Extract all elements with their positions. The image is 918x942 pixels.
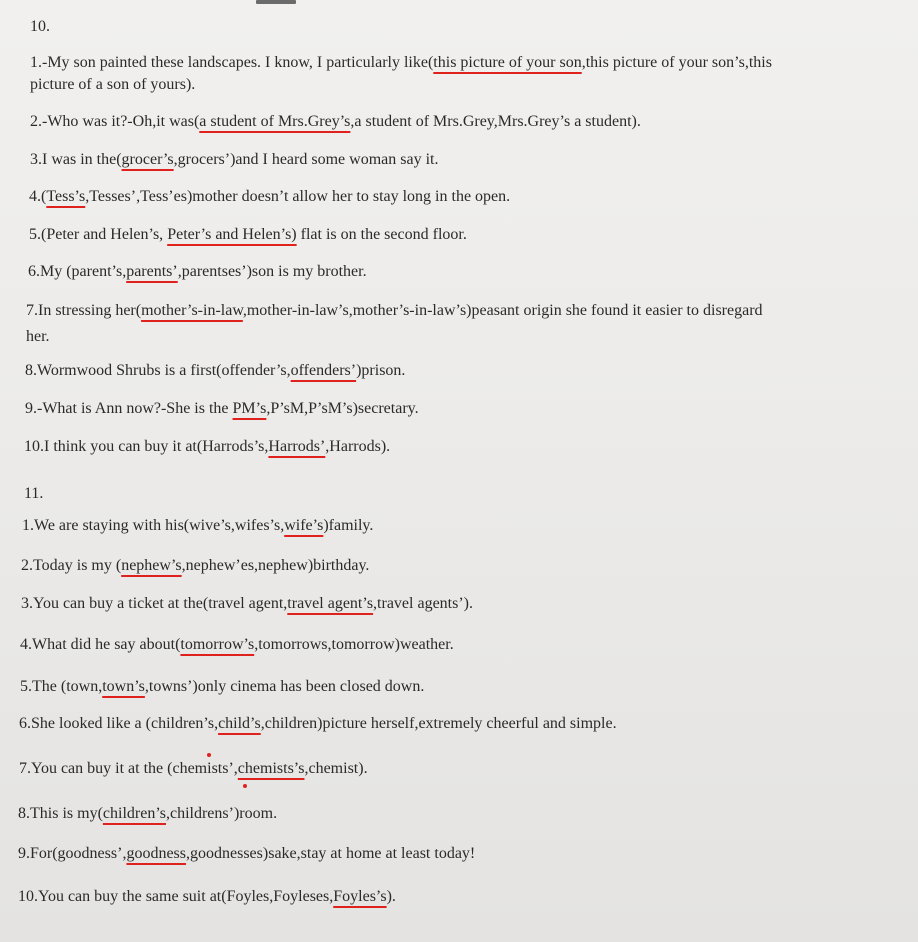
item-text: ,parentses’)son is my brother. [177, 263, 367, 280]
item-text: ,a student of Mrs.Grey,Mrs.Grey’s a student). [350, 113, 641, 130]
exercise-item [30, 111, 641, 133]
exercise-item [18, 803, 277, 825]
item-text: ,chemist). [304, 760, 368, 777]
underlined-answer: grocer’s [121, 151, 174, 168]
exercise-item [19, 713, 617, 735]
item-text: ,grocers’)and I heard some woman say it. [173, 151, 439, 168]
underlined-answer: parents’ [126, 263, 178, 280]
exercise-item [30, 149, 438, 171]
item-text: 5.The (town, [20, 678, 103, 695]
item-text: ,children)picture herself,extremely cheerful and simple. [260, 715, 617, 732]
pen-dot-mark [207, 753, 211, 757]
item-text: flat is on the second floor. [296, 226, 467, 243]
exercise-item [21, 593, 473, 615]
underlined-answer: this picture of your son [433, 54, 582, 71]
item-text: 1.-My son painted these landscapes. I know, I particularly like( [30, 54, 434, 71]
exercise-item [19, 758, 368, 780]
exercise-item [18, 843, 475, 865]
underlined-answer: travel agent’s [287, 595, 374, 612]
item-text: 6.She looked like a (children’s, [19, 715, 219, 732]
underlined-answer: children’s [102, 805, 166, 822]
item-text: ,mother-in-law’s,mother’s-in-law’s)peasant origin she found it easier to disregard [242, 302, 763, 319]
item-text: 7.In stressing her( [26, 302, 142, 319]
item-text: ,tomorrows,tomorrow)weather. [254, 636, 454, 653]
exercise-item [20, 676, 424, 698]
item-text: 8.Wormwood Shrubs is a first(offender’s, [25, 362, 291, 379]
item-text: 10.I think you can buy it at(Harrods’s, [24, 438, 269, 455]
underlined-answer: Tess’s [46, 188, 86, 205]
item-text: 6.My (parent’s, [28, 263, 127, 280]
item-text: 2.Today is my ( [21, 557, 122, 574]
item-text: )family. [323, 517, 374, 534]
underlined-answer: child’s [218, 715, 261, 732]
underlined-answer: nephew’s [121, 557, 182, 574]
top-edge-mark [256, 0, 296, 4]
exercise-item [22, 515, 373, 537]
item-text: 8.This is my( [18, 805, 103, 822]
item-text: 9.For(goodness’, [18, 845, 127, 862]
item-text: ,goodnesses)sake,stay at home at least today! [186, 845, 476, 862]
section-number: 10. [30, 18, 50, 35]
item-text: 9.-What is Ann now?-She is the [25, 400, 233, 417]
item-text: ,towns’)only cinema has been closed down. [144, 678, 425, 695]
underlined-answer: town’s [102, 678, 145, 695]
underlined-answer: Foyles’s [333, 888, 387, 905]
item-text: 10.You can buy the same suit at(Foyles,Foyleses, [18, 888, 334, 905]
underlined-answer: Peter’s and Helen’s) [167, 226, 297, 243]
item-text: 7.You can buy it at the (chemists’, [19, 760, 238, 777]
item-text: ,Tesses’,Tess’es)mother doesn’t allow her to stay long in the open. [85, 188, 511, 205]
item-text: 3.You can buy a ticket at the(travel agent, [21, 595, 288, 612]
exercise-item [18, 886, 396, 908]
item-text: 2.-Who was it?-Oh,it was( [30, 113, 200, 130]
underlined-answer: goodness [126, 845, 186, 862]
exercise-item [26, 300, 763, 322]
exercise-item [25, 360, 405, 382]
exercise-item [25, 398, 419, 420]
item-text: 4.What did he say about( [20, 636, 181, 653]
underlined-answer: PM’s [232, 400, 267, 417]
item-text: 3.I was in the( [30, 151, 122, 168]
exercise-item-continuation: her. [26, 328, 50, 345]
underlined-answer: wife’s [284, 517, 324, 534]
exercise-item [21, 555, 369, 577]
item-text: ,Harrods). [325, 438, 391, 455]
underlined-answer: a student of Mrs.Grey’s [199, 113, 351, 130]
underlined-answer: tomorrow’s [180, 636, 255, 653]
exercise-item [20, 634, 454, 656]
item-text: 5.(Peter and Helen’s, [29, 226, 168, 243]
exercise-item [24, 436, 390, 458]
item-text: ). [386, 888, 396, 905]
underlined-answer: offenders’ [290, 362, 357, 379]
exercise-item-continuation: picture of a son of yours). [30, 76, 196, 93]
item-text: ,travel agents’). [373, 595, 473, 612]
item-text: ,nephew’es,nephew)birthday. [181, 557, 370, 574]
item-text: 1.We are staying with his(wive’s,wifes’s, [22, 517, 285, 534]
item-text: ,P’sM,P’sM’s)secretary. [266, 400, 419, 417]
underlined-answer: chemists’s [237, 760, 305, 777]
exercise-item [29, 224, 467, 246]
exercise-item [28, 261, 367, 283]
item-text: ,this picture of your son’s,this [581, 54, 772, 71]
section-number: 11. [24, 485, 44, 502]
underlined-answer: mother’s-in-law [141, 302, 243, 319]
pen-dot-mark [243, 784, 247, 788]
exercise-item [30, 52, 772, 74]
item-text: ,childrens’)room. [165, 805, 278, 822]
item-text: 4.( [29, 188, 47, 205]
item-text: )prison. [356, 362, 406, 379]
exercise-item [29, 186, 510, 208]
underlined-answer: Harrods’ [268, 438, 326, 455]
